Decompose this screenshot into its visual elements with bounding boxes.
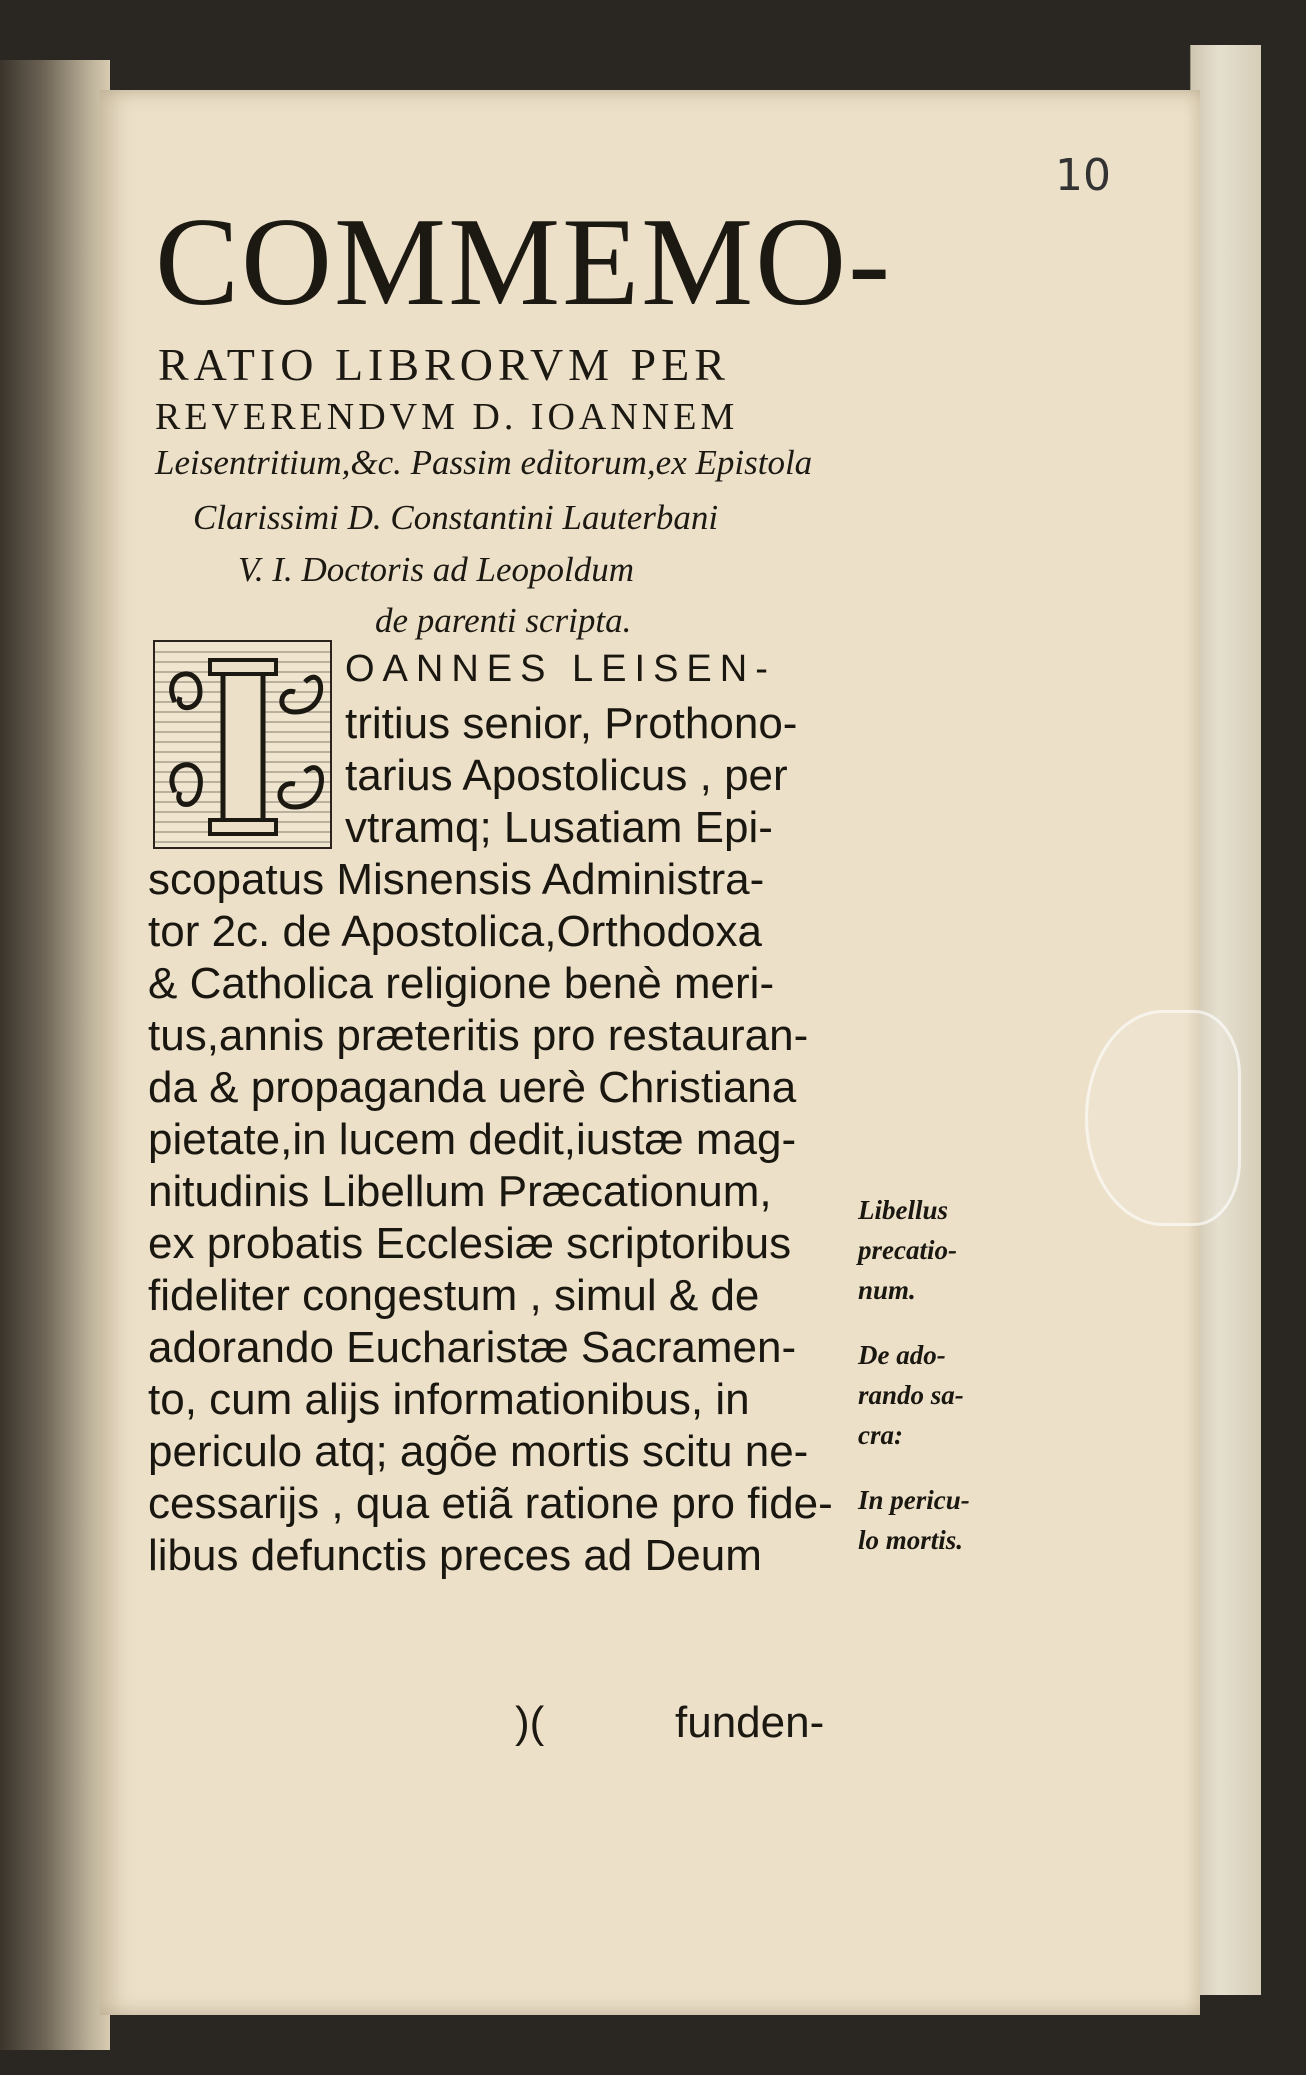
decorated-initial-I	[153, 640, 332, 849]
body-line-15: to, cum alijs informationibus, in	[148, 1375, 750, 1424]
body-line-1: OANNES LEISEN-	[345, 648, 776, 690]
marginal-note-4: De ado-	[858, 1340, 946, 1370]
body-line-6: tor 2c. de Apostolica,Orthodoxa	[148, 907, 762, 956]
body-line-12: ex probatis Ecclesiæ scriptoribus	[148, 1219, 792, 1268]
heading-line-6: de parenti scripta.	[375, 601, 632, 640]
marginal-note-8: lo mortis.	[858, 1525, 964, 1555]
marginal-note-6: cra:	[858, 1420, 903, 1450]
body-line-2: tritius senior, Prothono-	[345, 699, 798, 748]
heading-line-2: REVERENDVM D. IOANNEM	[155, 396, 739, 438]
page-clip	[1085, 1010, 1241, 1226]
body-line-14: adorando Eucharistæ Sacramen-	[148, 1323, 797, 1372]
marginal-note-5: rando sa-	[858, 1380, 964, 1410]
body-line-18: libus defunctis preces ad Deum	[148, 1531, 762, 1580]
signature-mark: )(	[515, 1698, 545, 1747]
book-page	[100, 90, 1200, 2015]
heading-line-1: RATIO LIBRORVM PER	[158, 339, 730, 390]
title-large: COMMEMO-	[155, 193, 893, 332]
body-line-11: nitudinis Libellum Præcationum,	[148, 1167, 772, 1216]
marginal-note-2: precatio-	[858, 1235, 957, 1265]
body-line-17: cessarijs , qua etiã ratione pro fide-	[148, 1479, 833, 1528]
marginal-note-1: Libellus	[858, 1195, 949, 1225]
body-line-7: & Catholica religione benè meri-	[148, 959, 775, 1008]
body-line-3: tarius Apostolicus , per	[345, 751, 788, 800]
body-line-5: scopatus Misnensis Administra-	[148, 855, 765, 904]
book-left-pages	[0, 60, 110, 2050]
body-line-9: da & propaganda uerè Christiana	[148, 1063, 797, 1112]
body-line-8: tus,annis præteritis pro restauran-	[148, 1011, 809, 1060]
heading-line-4: Clarissimi D. Constantini Lauterbani	[193, 498, 719, 537]
catchword: funden-	[675, 1698, 825, 1747]
heading-line-3: Leisentritium,&c. Passim editorum,ex Epistola	[155, 443, 813, 482]
heading-line-5: V. I. Doctoris ad Leopoldum	[238, 550, 635, 589]
body-line-10: pietate,in lucem dedit,iustæ mag-	[148, 1115, 797, 1164]
body-line-13: fideliter congestum , simul & de	[148, 1271, 760, 1320]
body-line-4: vtramq; Lusatiam Epi-	[345, 803, 773, 852]
marginal-note-7: In pericu-	[858, 1485, 970, 1515]
body-line-16: periculo atq; agõe mortis scitu ne-	[148, 1427, 809, 1476]
folio-number: 10	[1055, 150, 1111, 201]
marginal-note-3: num.	[858, 1275, 916, 1305]
